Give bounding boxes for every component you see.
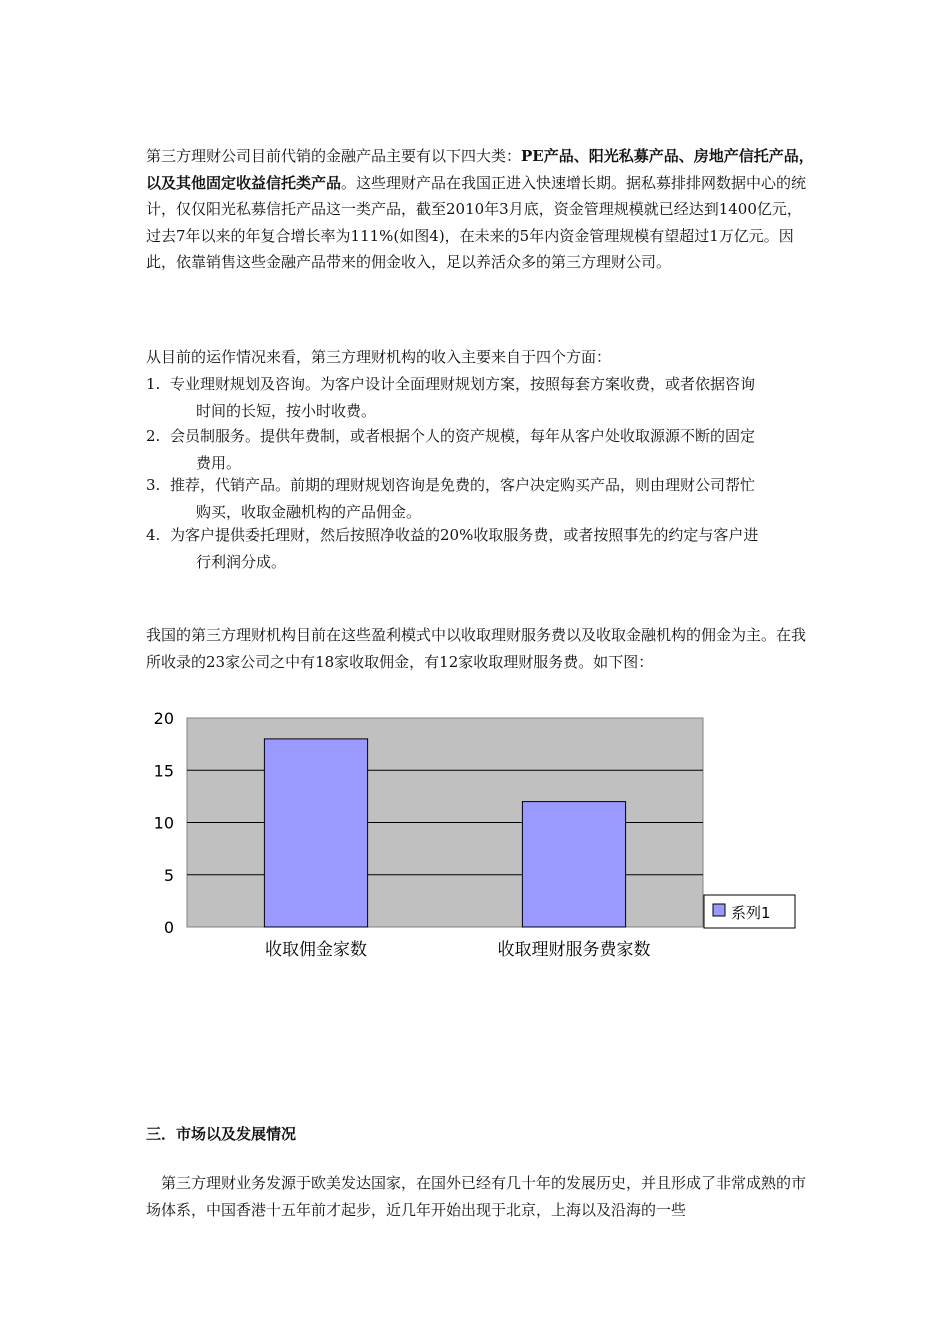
legend-swatch: [713, 904, 725, 916]
y-tick-label: 20: [153, 709, 174, 728]
paragraph-text: 第三方理财公司目前代销的金融产品主要有以下四大类：: [146, 147, 522, 165]
paragraph-text: 。这些理财产品在我国正进入快速增长期。据私募排排网数据中心的统计，仅仅阳光私募信托产品这一类产品，截至2010年3月底，资金管理规模就已经达到1400亿元，过去7年以来的年复合增长率为111%(如图4)，在未来的5年内资金管理规模有望超过1万亿元。因此，依靠销售这些金融产品带来的佣金收入，足以养活众多的第三方理财公司。: [146, 173, 807, 271]
list-text: 专业理财规划及咨询。为客户设计全面理财规划方案，按照每套方案收费，或者依据咨询: [170, 375, 756, 393]
y-tick-label: 0: [163, 918, 174, 937]
y-tick-label: 10: [153, 813, 174, 833]
legend: [704, 895, 795, 928]
bar: [522, 802, 625, 927]
list-text-continued: 购买，收取金融机构的产品佣金。: [196, 502, 422, 521]
x-category-label: 收取理财服务费家数: [497, 940, 651, 960]
list-text-continued: 时间的长短，按小时收费。: [196, 401, 377, 420]
list-text: 会员制服务。提供年费制，或者根据个人的资产规模，每年从客户处收取源源不断的固定: [170, 427, 756, 445]
paragraph-income-intro: 从目前的运作情况来看，第三方理财机构的收入主要来自于四个方面：: [146, 348, 612, 366]
list-text-continued: 费用。: [196, 453, 242, 472]
y-tick-label: 5: [163, 865, 174, 885]
y-tick-label: 15: [153, 761, 174, 781]
list-text-continued: 行利润分成。: [196, 552, 287, 571]
list-number: 3.: [146, 476, 161, 494]
list-number: 4.: [146, 526, 161, 544]
section-heading: 三．市场以及发展情况: [146, 1125, 297, 1143]
paragraph-profit-model: 我国的第三方理财机构目前在这些盈利模式中以收取理财服务费以及收取金融机构的佣金为主。在我所收录的23家公司之中有18家收取佣金，有12家收取理财服务费。如下图：: [146, 626, 807, 671]
x-category-label: 收取佣金家数: [265, 940, 367, 960]
bar: [264, 739, 367, 927]
legend-label: 系列1: [731, 904, 771, 922]
list-text: 推荐，代销产品。前期的理财规划咨询是免费的，客户决定购买产品，则由理财公司帮忙: [170, 476, 756, 494]
list-text: 为客户提供委托理财，然后按照净收益的20%收取服务费，或者按照事先的约定与客户进: [170, 526, 759, 544]
list-number: 2.: [146, 427, 161, 445]
bold-product-types: PE产品、阳光私募产品、房地产信托产品，以及其他固定收益信托类产品: [146, 147, 814, 192]
list-number: 1.: [146, 375, 161, 393]
paragraph-market: 第三方理财业务发源于欧美发达国家，在国外已经有几十年的发展历史，并且形成了非常成熟的市场体系，中国香港十五年前才起步，近几年开始出现于北京，上海以及沿海的一些: [146, 1174, 807, 1219]
